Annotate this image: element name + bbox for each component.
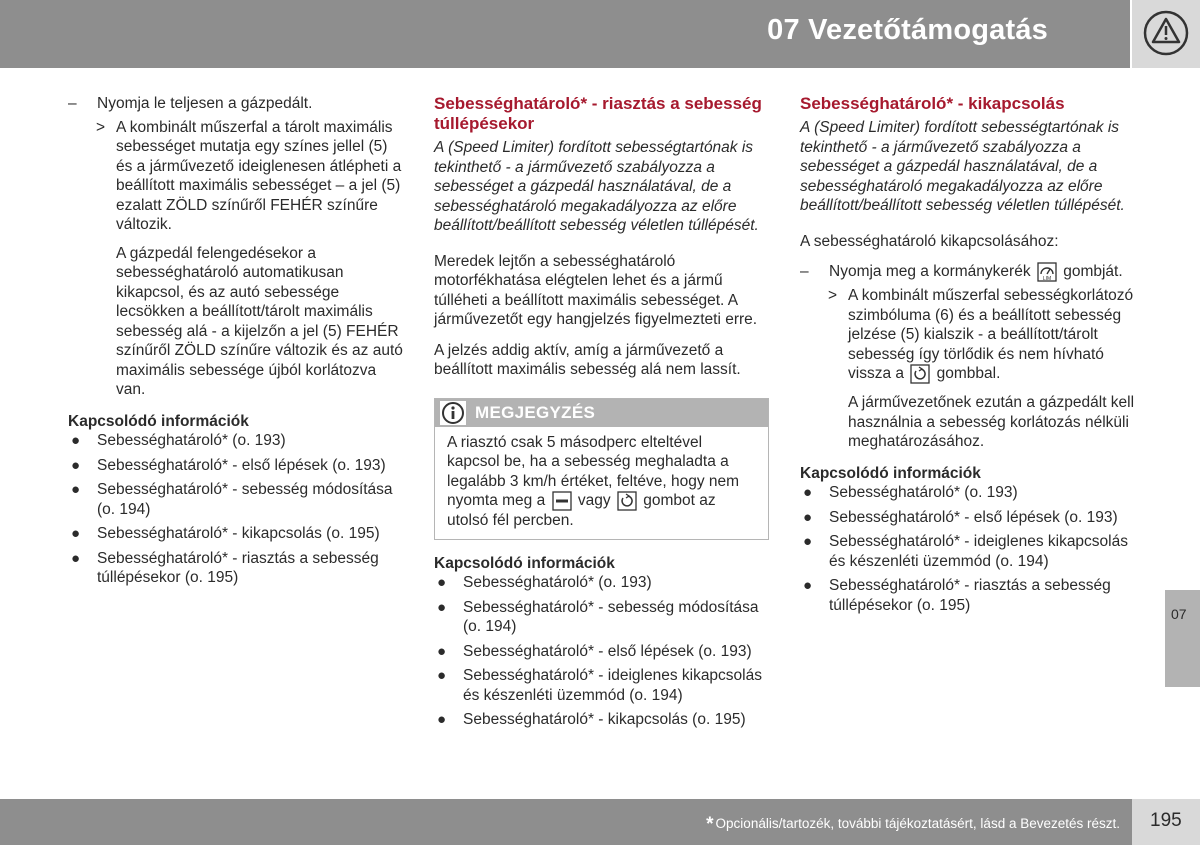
dash-marker: –	[68, 95, 77, 112]
section-intro: A (Speed Limiter) fordított sebességtartónak is tekinthető - a járművezető szabályozza a sebességet a gázpedál használatával, de a sebességhatároló megakadályozza az előre beállított/beállított sebesség véletlen túllépését.	[800, 119, 1125, 214]
list-item[interactable]: ● Sebességhatároló* - riasztás a sebesség túllépésekor (o. 195)	[71, 549, 379, 586]
svg-text:LIM: LIM	[1042, 276, 1052, 282]
instruction-step: – Nyomja meg a kormánykerék LIM gombját.	[800, 263, 1123, 282]
lead-text: A sebességhatároló kikapcsolásához:	[800, 232, 1059, 250]
paragraph: A jelzés addig aktív, amíg a járművezető a beállított maximális sebesség alá nem lassít.	[434, 341, 741, 378]
related-info-title: Kapcsolódó információk	[68, 412, 249, 430]
section-title: Sebességhatároló* - kikapcsolás	[800, 94, 1065, 113]
section-title: Sebességhatároló* - riasztás a sebesség túllépésekor	[434, 94, 762, 133]
list-item[interactable]: ● Sebességhatároló* - első lépések (o. 193)	[437, 642, 752, 660]
result-step	[68, 118, 403, 235]
result-step: > A kombinált műszerfal sebességkorlátozó szimbóluma (6) és a beállított sebesség jelzése (5) kialszik - a beállított/tárolt sebesség így törlődik és nem hívható vissza a gombbal.	[828, 287, 1134, 383]
note-box	[434, 398, 769, 540]
paragraph: Meredek lejtőn a sebességhatároló motorfékhatása elégtelen lehet és a jármű túlléheti a beállított maximális sebességet. A járművezetőt egy hangjelzés figyelmezteti erre.	[434, 252, 758, 328]
chapter-title: 07 Vezetőtámogatás	[767, 14, 1048, 46]
page-number: 195	[1150, 810, 1182, 831]
section-intro: A (Speed Limiter) fordított sebességtartónak is tekinthető - a járművezető szabályozza a sebességet a gázpedál használatával, de a sebességhatároló megakadályozza az előre beállított/beállított sebesség véletlen túllépését.	[434, 139, 759, 234]
list-item[interactable]: ● Sebességhatároló* - ideiglenes kikapcsolás és készenléti üzemmód (o. 194)	[803, 533, 1128, 570]
resume-arrow-icon	[910, 364, 930, 384]
note-body: A riasztó csak 5 másodperc elteltével kapcsol be, ha a sebesség meghaladta a legalább 3 km/h értéket, feltéve, hogy nem nyomta meg a vagy gombot az utolsó fél percben.	[447, 433, 740, 529]
note-header	[435, 399, 768, 427]
result-text: A kombinált műszerfal a tárolt maximális sebességet mutatja egy színes jellel (5) és a járművezető ideiglenesen átlépheti a beállított maximális sebességet – a jel (5) ezalatt ZÖLD színűről FEHÉR színűre változik.	[116, 118, 402, 233]
paragraph: A járművezetőnek ezután a gázpedált kell használnia a sebesség korlátozás nélküli meghatározásához.	[848, 394, 1135, 450]
list-item[interactable]: ● Sebességhatároló* - kikapcsolás (o. 195)	[437, 711, 746, 728]
list-item[interactable]: ● Sebességhatároló* (o. 193)	[803, 484, 1018, 501]
list-item[interactable]: ● Sebességhatároló* - riasztás a sebesség túllépésekor (o. 195)	[803, 577, 1111, 614]
page-number-box	[1132, 799, 1200, 845]
note-title: MEGJEGYZÉS	[475, 402, 596, 422]
warning-triangle-icon	[1143, 10, 1189, 56]
list-item[interactable]: ● Sebességhatároló* - sebesség módosítása (o. 194)	[71, 481, 393, 518]
related-info-title: Kapcsolódó információk	[800, 464, 981, 482]
page-footer	[0, 799, 1132, 845]
result-marker: >	[96, 118, 106, 136]
footer-star: *	[706, 814, 714, 835]
instruction-step	[68, 94, 403, 114]
paragraph: A gázpedál felengedésekor a sebességhatároló automatikusan kikapcsol, és az autó sebessége lecsökken a beállított/tárolt maximális sebesség alá - a kijelzőn a jel (5) FEHÉR színűről ZÖLD színűre változik és az autó maximális sebessége újból korlátozva van.	[116, 244, 403, 398]
chapter-side-tab-label: 07	[1171, 606, 1187, 622]
list-item[interactable]: ● Sebességhatároló* - első lépések (o. 193)	[71, 456, 386, 474]
column-1	[68, 94, 403, 593]
column-3	[800, 94, 1135, 620]
chapter-side-tab[interactable]	[1165, 590, 1200, 687]
list-item[interactable]: ● Sebességhatároló* - sebesség módosítása (o. 194)	[437, 598, 759, 635]
info-icon	[439, 400, 467, 426]
column-2	[434, 94, 769, 735]
footer-text: Opcionális/tartozék, további tájékoztatásért, lásd a Bevezetés részt.	[715, 816, 1120, 831]
chapter-header	[0, 0, 1130, 68]
list-item[interactable]: ● Sebességhatároló* (o. 193)	[71, 432, 286, 449]
resume-arrow-icon	[617, 491, 637, 511]
related-info-title: Kapcsolódó információk	[434, 554, 615, 572]
list-item[interactable]: ● Sebességhatároló* (o. 193)	[437, 574, 652, 591]
list-item[interactable]: ● Sebességhatároló* - első lépések (o. 193)	[803, 508, 1118, 526]
speed-limiter-icon	[1037, 262, 1057, 282]
related-info-list	[800, 483, 1135, 615]
list-item[interactable]: ● Sebességhatároló* - ideiglenes kikapcsolás és készenléti üzemmód (o. 194)	[437, 667, 762, 704]
result-marker: >	[828, 287, 838, 304]
header-icon-box	[1132, 0, 1200, 68]
instruction-text: Nyomja le teljesen a gázpedált.	[97, 95, 313, 112]
list-item[interactable]: ● Sebességhatároló* - kikapcsolás (o. 195)	[71, 525, 380, 542]
related-info-list	[68, 431, 403, 588]
related-info-list	[434, 573, 769, 730]
dash-marker: –	[800, 263, 809, 280]
footer-note	[706, 814, 1120, 836]
minus-button-icon	[552, 491, 572, 511]
